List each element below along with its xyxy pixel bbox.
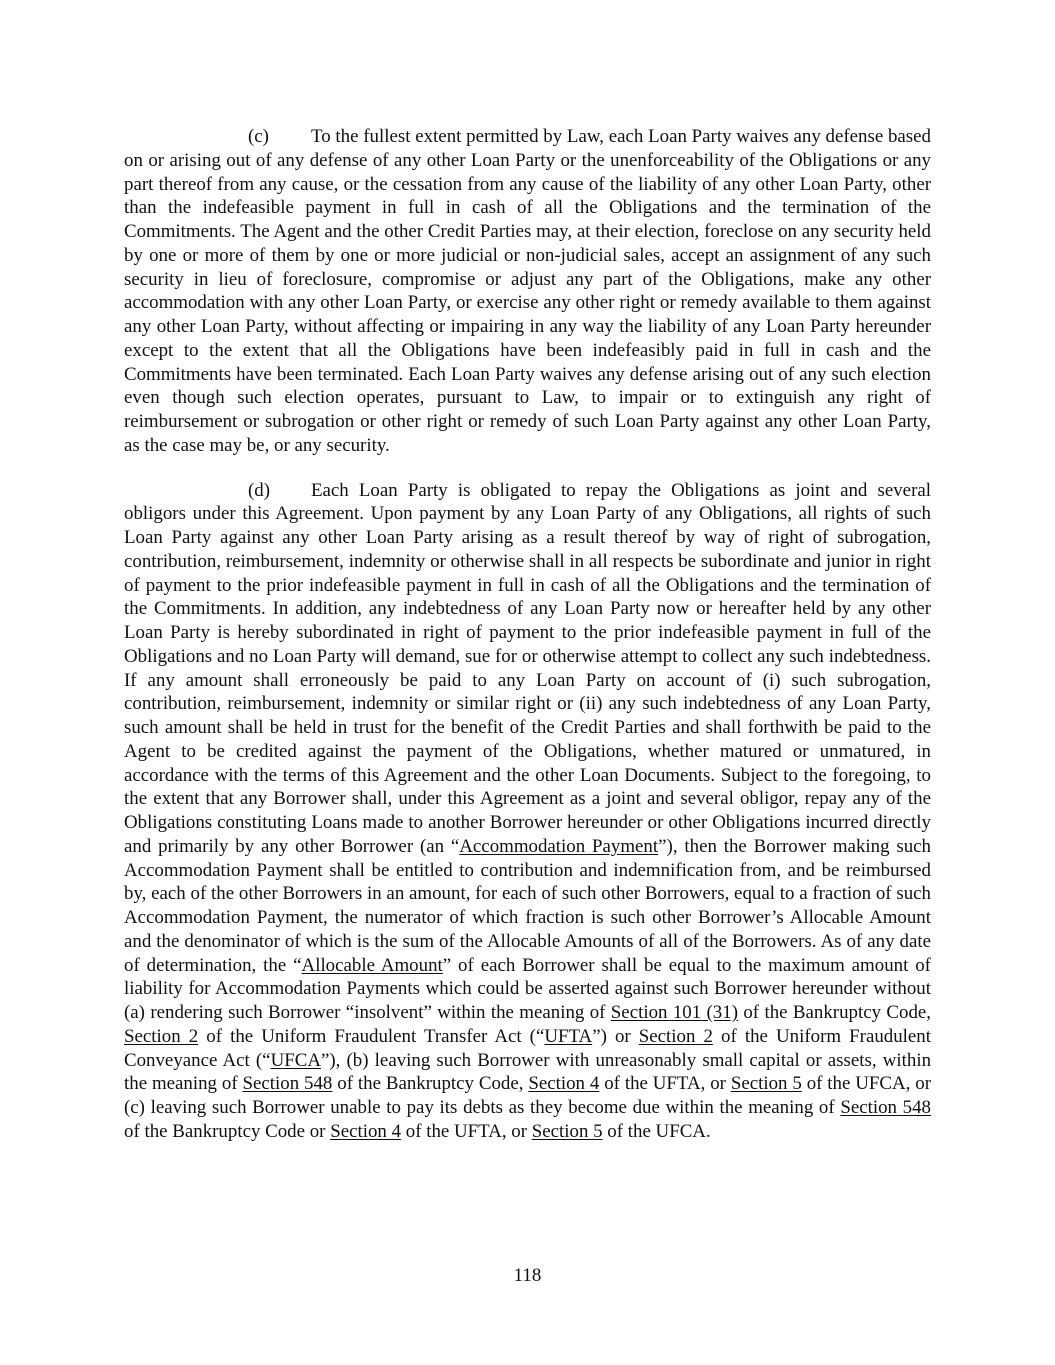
reference-section-2-ufca: Section 2	[638, 1025, 713, 1047]
paragraph-c-marker: (c)	[248, 126, 269, 147]
paragraph-d-segment: of the UFCA.	[602, 1120, 711, 1142]
paragraph-d-segment: of the UFTA, or	[401, 1120, 532, 1142]
reference-section-548: Section 548	[242, 1073, 333, 1095]
defined-term-ufca: UFCA	[270, 1049, 321, 1071]
reference-section-4-ufta: Section 4	[528, 1073, 600, 1095]
paragraph-d-marker: (d)	[248, 479, 271, 501]
paragraph-d-segment: of the Bankruptcy Code,	[332, 1073, 529, 1095]
paragraph-d-segment: of the Bankruptcy Code,	[738, 1002, 931, 1023]
paragraph-d-segment: of the Uniform Fraudulent Transfer Act (“	[198, 1025, 545, 1047]
reference-section-5-ufca: Section 5	[730, 1073, 802, 1095]
reference-section-2-ufta: Section 2	[124, 1025, 199, 1047]
paragraph-d-segment: of the UFTA, or	[599, 1073, 731, 1095]
defined-term-accommodation-payment: Accommodation Payment	[459, 835, 659, 857]
reference-section-548: Section 548	[840, 1097, 931, 1118]
paragraph-d-segment: Each Loan Party is obligated to repay the Obligations as joint and several obligors under this Agreement. Upon payment by any Loan Party of any Obligations, all rights of such Loan Party against any other Loan Party arising as a result thereof by way of right of subrogation, contribution, reimbursement, indemnity or otherwise shall in all respects be subordinate and junior in right of payment to the prior indefeasible payment in full in cash of all the Obligations and the termination of the Commitments. In addition, any indebtedness of any Loan Party now or hereafter held by any other Loan Party is hereby subordinated in right of payment to the prior indefeasible payment in full of the Obligations and no Loan Party will demand, sue for or otherwise attempt to collect any such indebtedness. If any amount shall erroneously be paid to any Loan Party on account of (i) such subrogation, contribution, reimbursement, indemnity or similar right or (ii) any such indebtedness of any Loan Party, such amount shall be held in trust for the benefit of the Credit Parties and shall forthwith be paid to the Agent to be credited against the payment of the Obligations, whether matured or unmatured, in accordance with the terms of this Agreement and the other Loan Documents. Subject to the foregoing, to the extent that any Borrower shall, under this Agreement as a joint and several obligor, repay any of the Obligations constituting Loans made to another Borrower hereunder or other Obligations incurred directly and primarily by any other Borrower (an “	[124, 479, 931, 857]
reference-section-4-ufta: Section 4	[330, 1120, 402, 1142]
paragraph-d-segment: ” of each Borrower shall be equal to the maximum amount of liability for Accommodation Payments which could be asserted against such Borrower hereunder without (a) rendering such Borrower “insolvent” within the meaning of	[124, 954, 931, 1023]
paragraph-c	[124, 125, 931, 458]
paragraph-d-segment: ”), then the Borrower making such Accommodation Payment shall be entitled to contribution and indemnification from, and be reimbursed by, each of the other Borrowers in an amount, for each of such other Borrowers, equal to a fraction of such Accommodation Payment, the numerator of which fraction is such other Borrower’s Allocable Amount and the denominator of which is the sum of the Allocable Amounts of all of the Borrowers. As of any date of determination, the “	[124, 835, 931, 976]
defined-term-ufta: UFTA	[544, 1025, 593, 1047]
paragraph-d	[124, 479, 931, 1144]
paragraph-c-text: To the fullest extent permitted by Law, each Loan Party waives any defense based on or arising out of any defense of any other Loan Party or the unenforceability of the Obligations or any part thereof from any cause, or the cessation from any cause of the liability of any other Loan Party, other than the indefeasible payment in full in cash of all the Obligations and the termination of the Commitments. The Agent and the other Credit Parties may, at their election, foreclose on any security held by one or more of them by one or more judicial or non-judicial sales, accept an assignment of any such security in lieu of foreclosure, compromise or adjust any part of the Obligations, make any other accommodation with any other Loan Party, or exercise any other right or remedy available to them against any other Loan Party, without affecting or impairing in any way the liability of any Loan Party hereunder except to the extent that all the Obligations have been indefeasibly paid in full in cash and the Commitments have been terminated. Each Loan Party waives any defense arising out of any such election even though such election operates, pursuant to Law, to impair or to extinguish any right of reimbursement or subrogation or other right or remedy of such Loan Party against any other Loan Party, as the case may be, or any security.	[124, 126, 931, 456]
paragraph-d-segment: of the Uniform Fraudulent Conveyance Act (“	[124, 1025, 932, 1071]
document-page	[124, 125, 931, 1144]
paragraph-d-segment: ”) or	[592, 1025, 639, 1047]
defined-term-allocable-amount: Allocable Amount	[301, 954, 443, 976]
reference-section-101-31: Section 101 (31)	[610, 1002, 738, 1023]
paragraph-d-segment: ”), (b) leaving such Borrower with unreasonably small capital or assets, within the meaning of	[124, 1049, 932, 1095]
page-number: 118	[513, 1265, 542, 1286]
reference-section-5-ufca: Section 5	[531, 1120, 603, 1142]
paragraph-d-segment: of the Bankruptcy Code or	[124, 1120, 331, 1142]
paragraph-d-segment: of the UFCA, or (c) leaving such Borrower unable to pay its debts as they become due within the meaning of	[124, 1073, 931, 1118]
